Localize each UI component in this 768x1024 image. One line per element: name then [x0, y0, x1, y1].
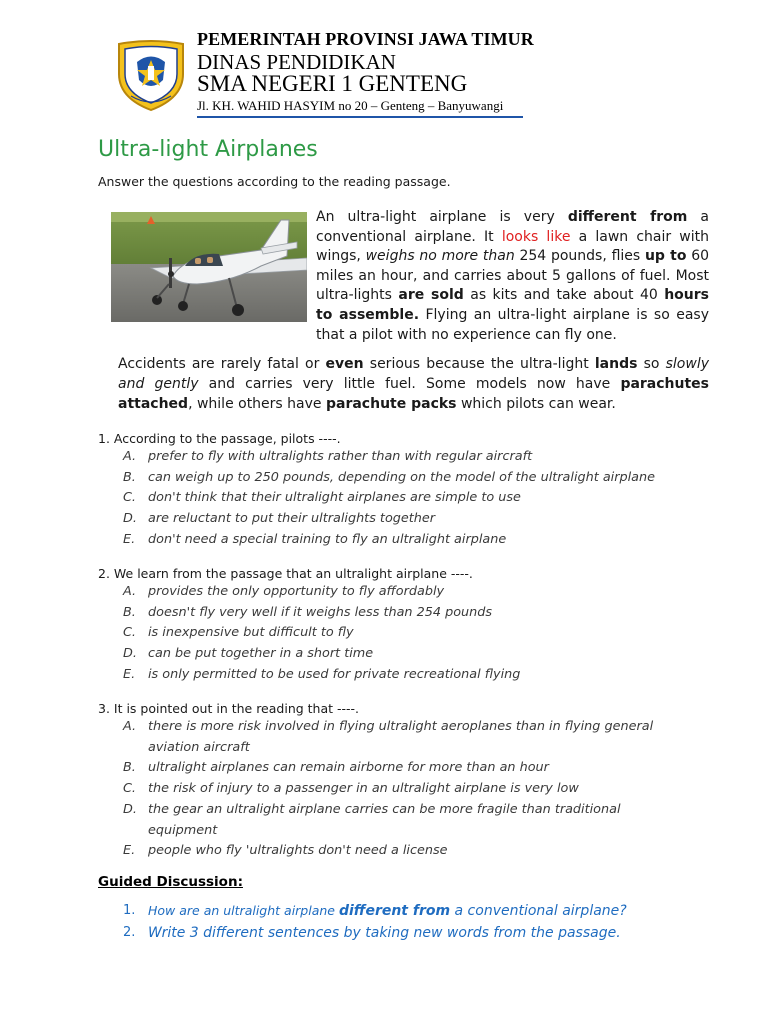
option-letter: B. — [123, 604, 136, 620]
passage-text: a conventional airplane. It — [316, 209, 710, 245]
option-text: the gear an ultralight airplane carries can be more fragile than traditional equipment — [148, 801, 621, 838]
discussion-number: 1. — [123, 903, 136, 918]
passage-paragraph-2 — [118, 354, 709, 414]
passage-text: 60 miles an hour, and carries about 5 gallons of fuel. Most ultra-lights — [316, 248, 710, 304]
discussion-bold: different from — [338, 903, 451, 919]
option-letter: E. — [123, 531, 136, 547]
passage-text: Accidents are rarely fatal or — [118, 356, 326, 372]
passage-text: as kits and take about 40 — [463, 287, 665, 304]
passage-bold: different from — [567, 209, 688, 225]
letterhead-address: Jl. KH. WAHID HASYIM no 20 – Genteng – Banyuwangi — [197, 98, 504, 113]
option-letter: C. — [123, 490, 137, 506]
option-text: are reluctant to put their ultralights together — [148, 511, 436, 527]
option-text: can be put together in a short time — [148, 646, 374, 662]
option-text: ultralight airplanes can remain airborne for more than an hour — [148, 760, 549, 776]
option-letter: D. — [123, 646, 137, 662]
option-item[interactable] — [123, 582, 713, 603]
option-text: don't think that their ultralight airplanes are simple to use — [148, 490, 521, 506]
passage-text: a lawn chair with wings, — [316, 228, 709, 265]
guided-discussion-list — [123, 900, 723, 944]
discussion-text: a conventional airplane? — [450, 903, 627, 919]
guided-discussion-heading: Guided Discussion: — [98, 874, 243, 890]
passage-bold: lands — [594, 356, 638, 372]
passage-bold: up to — [644, 248, 687, 265]
option-text: is only permitted to be used for private recreational flying — [148, 666, 521, 682]
discussion-item — [123, 900, 723, 922]
passage-text: An ultra-light airplane is very — [316, 209, 568, 225]
discussion-text: Write 3 different sentences by taking new words from the passage. — [148, 925, 621, 941]
option-item[interactable] — [123, 530, 713, 551]
option-item[interactable] — [123, 758, 693, 779]
passage-text: Flying an ultra-light airplane is so easy that a pilot with no experience can fly one. — [316, 306, 710, 343]
passage-text: which pilots can wear. — [456, 396, 616, 412]
question-3-options — [123, 717, 693, 862]
instruction-text: Answer the questions according to the reading passage. — [98, 174, 451, 189]
option-letter: E. — [123, 843, 136, 859]
option-item[interactable] — [123, 800, 693, 841]
question-2-stem: 2. We learn from the passage that an ultralight airplane ----. — [98, 566, 473, 581]
option-item[interactable] — [123, 841, 693, 862]
option-text: prefer to fly with ultralights rather than with regular aircraft — [148, 449, 533, 464]
airplane-photo — [111, 212, 307, 322]
passage-highlight: looks like — [501, 228, 571, 245]
question-3-stem: 3. It is pointed out in the reading that ----. — [98, 701, 360, 716]
letterhead-school-name: SMA NEGERI 1 GENTENG — [197, 71, 468, 96]
passage-italic: weighs no more than — [365, 248, 515, 265]
option-item[interactable] — [123, 779, 693, 800]
option-text: is inexpensive but difficult to fly — [148, 625, 354, 641]
discussion-item — [123, 922, 723, 944]
option-letter: B. — [123, 760, 136, 776]
option-letter: C. — [123, 781, 137, 797]
question-2-options — [123, 582, 713, 686]
letterhead-department: DINAS PENDIDIKAN — [197, 50, 396, 74]
option-text: the risk of injury to a passenger in an ultralight airplane is very low — [148, 781, 579, 797]
passage-text: , while others have — [188, 396, 326, 412]
option-item[interactable] — [123, 603, 713, 624]
option-letter: A. — [123, 449, 137, 464]
school-logo — [113, 36, 189, 112]
passage-bold: hours to assemble. — [316, 287, 709, 323]
option-text: don't need a special training to fly an ultralight airplane — [148, 531, 507, 547]
option-item[interactable] — [123, 623, 713, 644]
option-text: can weigh up to 250 pounds, depending on the model of the ultralight airplane — [148, 469, 655, 485]
option-letter: C. — [123, 625, 137, 641]
worksheet-title: Ultra-light Airplanes — [98, 137, 318, 162]
option-item[interactable] — [123, 488, 713, 509]
question-1-stem: 1. According to the passage, pilots ----. — [98, 431, 341, 446]
option-letter: D. — [123, 801, 137, 817]
option-letter: B. — [123, 469, 136, 485]
option-item[interactable] — [123, 509, 713, 530]
option-letter: A. — [123, 584, 137, 599]
option-text: provides the only opportunity to fly affordably — [148, 584, 445, 599]
option-letter: D. — [123, 511, 137, 527]
letterhead-rule — [197, 116, 523, 118]
option-text: people who fly 'ultralights don't need a license — [148, 843, 448, 859]
passage-bold: parachutes attached — [118, 376, 710, 412]
passage-text: serious because the ultra-light — [363, 356, 595, 372]
letterhead-government: PEMERINTAH PROVINSI JAWA TIMUR — [197, 29, 534, 49]
passage-italic: slowly and gently — [118, 356, 709, 392]
option-letter: A. — [123, 719, 137, 734]
passage-text: 254 pounds, flies — [514, 248, 645, 265]
question-1-options — [123, 447, 713, 551]
option-text: doesn't fly very well if it weighs less than 254 pounds — [148, 604, 493, 620]
passage-paragraph-1 — [316, 208, 709, 345]
option-item[interactable] — [123, 468, 713, 489]
discussion-text: How are an ultralight airplane — [148, 903, 339, 918]
passage-text: and carries very little fuel. Some models now have — [198, 376, 621, 392]
option-text: there is more risk involved in flying ultralight aeroplanes than in flying general aviation aircraft — [148, 719, 654, 755]
passage-bold: parachute packs — [325, 396, 457, 412]
passage-bold: are sold — [398, 287, 464, 304]
option-item[interactable] — [123, 665, 713, 686]
passage-text: so — [637, 356, 666, 372]
option-item[interactable] — [123, 447, 713, 468]
option-item[interactable] — [123, 717, 693, 758]
discussion-number: 2. — [123, 925, 136, 940]
option-item[interactable] — [123, 644, 713, 665]
passage-bold: even — [325, 356, 364, 372]
option-letter: E. — [123, 666, 136, 682]
